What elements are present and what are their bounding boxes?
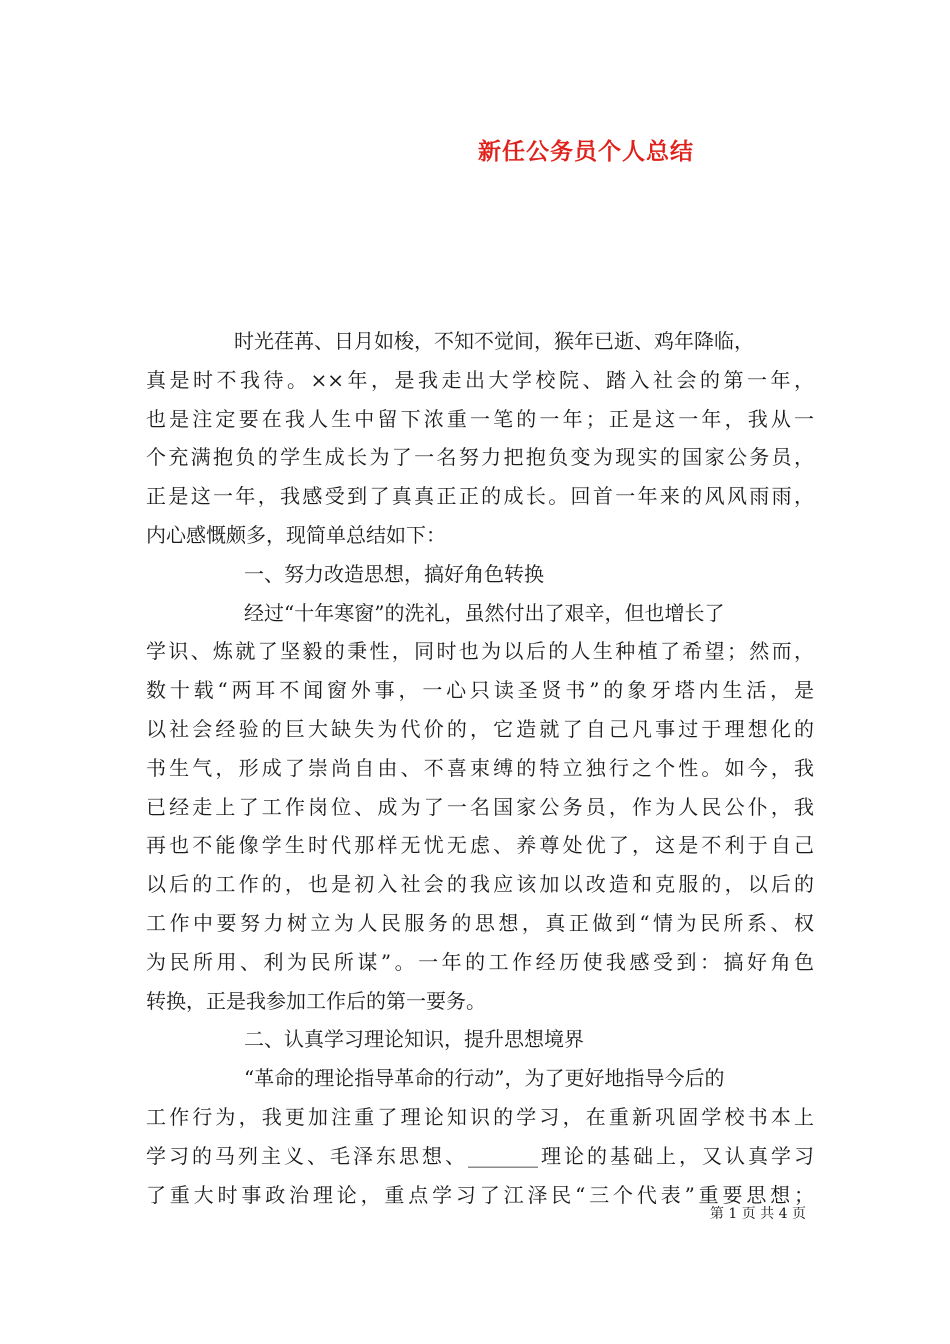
paragraph-line: 学识、炼就了坚毅的秉性，同时也为以后的人生种植了希望；然而， (146, 639, 814, 664)
section-heading: 一、努力改造思想，搞好角色转换 (244, 561, 544, 586)
paragraph-line: 学习的马列主义、毛泽东思想、_______理论的基础上，又认真学习 (146, 1143, 814, 1168)
paragraph-line: 也是注定要在我人生中留下浓重一笔的一年；正是这一年，我从一 (146, 406, 814, 431)
document-body (146, 322, 814, 1214)
paragraph-line: 工作行为，我更加注重了理论知识的学习，在重新巩固学校书本上 (146, 1104, 814, 1129)
section-heading: 二、认真学习理论知识，提升思想境界 (244, 1027, 584, 1052)
paragraph-line: 为民所用、利为民所谋”。一年的工作经历使我感受到：搞好角色 (146, 949, 814, 974)
paragraph-line: 书生气，形成了崇尚自由、不喜束缚的特立独行之个性。如今，我 (146, 755, 814, 780)
paragraph-line: 工作中要努力树立为人民服务的思想，真正做到“情为民所系、权 (146, 910, 814, 935)
paragraph-line: 已经走上了工作岗位、成为了一名国家公务员，作为人民公仆，我 (146, 794, 814, 819)
paragraph-line: 了重大时事政治理论，重点学习了江泽民“三个代表”重要思想； (146, 1182, 814, 1207)
paragraph-line: 转换，正是我参加工作后的第一要务。 (146, 988, 486, 1013)
paragraph-line: 真是时不我待。××年，是我走出大学校院、踏入社会的第一年， (146, 367, 814, 392)
paragraph-line: 正是这一年，我感受到了真真正正的成长。回首一年来的风风雨雨， (146, 484, 814, 509)
document-title: 新任公务员个人总结 (478, 138, 694, 165)
paragraph-line: 再也不能像学生时代那样无忧无虑、养尊处优了，这是不利于自己 (146, 833, 814, 858)
paragraph-line: 个充满抱负的学生成长为了一名努力把抱负变为现实的国家公务员， (146, 445, 814, 470)
paragraph-line: 以后的工作的，也是初入社会的我应该加以改造和克服的，以后的 (146, 872, 814, 897)
paragraph-line: 以社会经验的巨大缺失为代价的，它造就了自己凡事过于理想化的 (146, 716, 814, 741)
page-number-footer: 第 1 页 共 4 页 (709, 1206, 806, 1222)
paragraph-line: “革命的理论指导革命的行动”，为了更好地指导今后的 (244, 1066, 725, 1091)
paragraph-line: 数十载“两耳不闻窗外事，一心只读圣贤书”的象牙塔内生活，是 (146, 678, 814, 703)
paragraph-line: 时光荏苒、日月如梭，不知不觉间，猴年已逝、鸡年降临， (234, 329, 754, 353)
paragraph-line: 内心感慨颇多，现简单总结如下： (146, 522, 446, 547)
paragraph-line: 经过“十年寒窗”的洗礼，虽然付出了艰辛，但也增长了 (244, 600, 725, 625)
